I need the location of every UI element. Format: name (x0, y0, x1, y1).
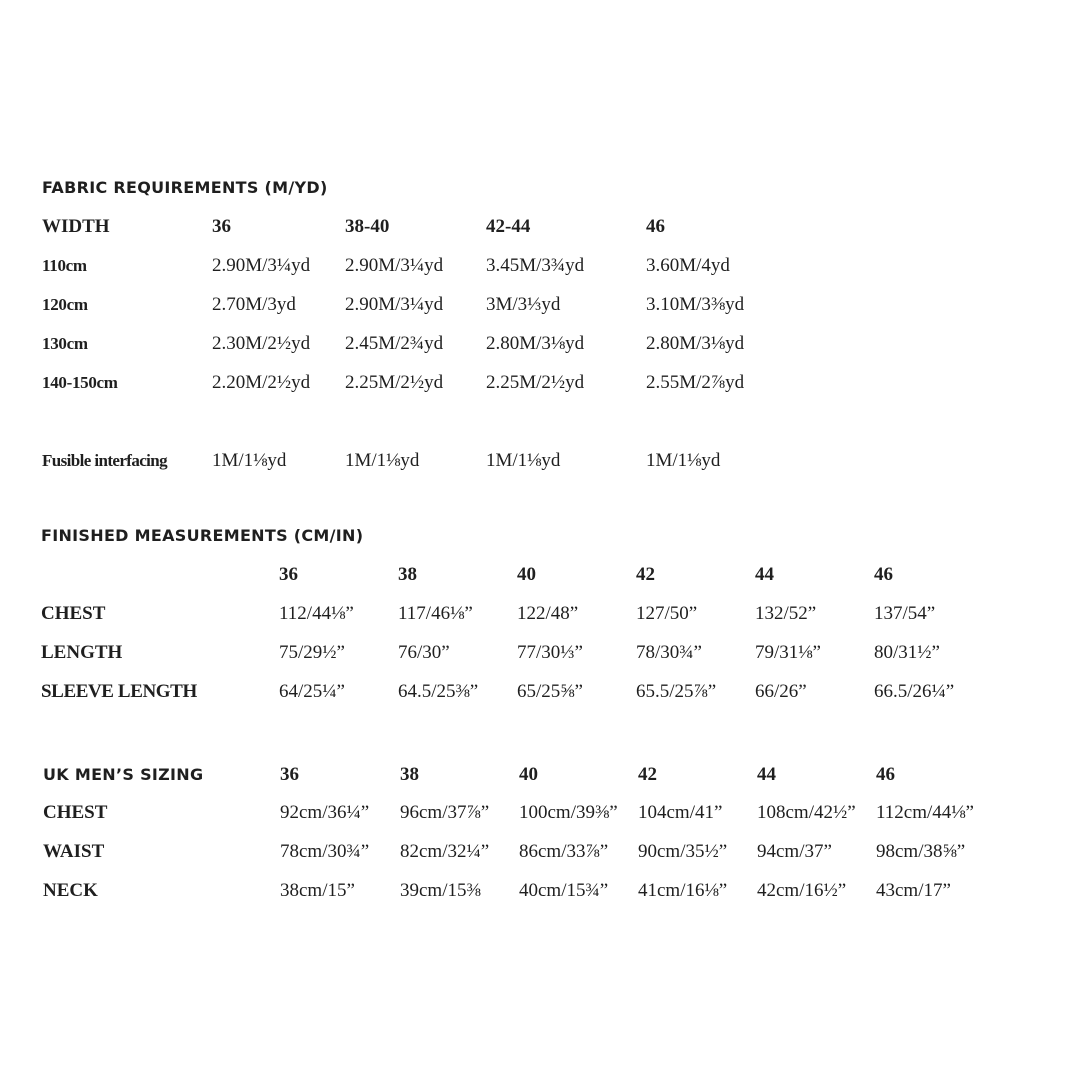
uk-cell: 86cm/33⅞” (519, 841, 609, 862)
fabric-cell: 2.20M/2½yd (212, 372, 311, 393)
fabric-row-label: 130cm (42, 334, 88, 353)
uk-cell: 94cm/37” (757, 841, 832, 862)
uk-cell: 41cm/16⅛” (638, 880, 728, 901)
uk-cell: 42cm/16½” (757, 880, 847, 901)
fabric-cell: 3M/3⅓yd (486, 294, 561, 315)
finished-cell: 66.5/26¼” (874, 681, 955, 702)
fabric-row-label: 140-150cm (42, 373, 118, 392)
uk-cell: 82cm/32¼” (400, 841, 490, 862)
fabric-width-label: WIDTH (42, 216, 110, 237)
uk-cell: 96cm/37⅞” (400, 802, 490, 823)
fabric-cell: 2.55M/2⅞yd (646, 372, 745, 393)
finished-cell: 132/52” (755, 603, 817, 624)
finished-size-header: 44 (755, 564, 774, 585)
finished-cell: 80/31½” (874, 642, 940, 663)
finished-cell: 79/31⅛” (755, 642, 821, 663)
fabric-cell: 3.45M/3¾yd (486, 255, 585, 276)
fabric-size-header: 46 (646, 216, 665, 237)
fabric-requirements-heading: FABRIC REQUIREMENTS (M/YD) (42, 178, 328, 197)
fabric-cell: 2.90M/3¼yd (345, 255, 444, 276)
uk-cell: 39cm/15⅜ (400, 880, 481, 901)
fabric-cell: 2.80M/3⅛yd (646, 333, 745, 354)
finished-cell: 76/30” (398, 642, 450, 663)
fabric-cell: 2.80M/3⅛yd (486, 333, 585, 354)
uk-cell: 90cm/35½” (638, 841, 728, 862)
fabric-cell: 3.60M/4yd (646, 255, 730, 276)
uk-sizing-heading: UK MEN’S SIZING (43, 765, 204, 784)
finished-size-header: 42 (636, 564, 655, 585)
uk-cell: 92cm/36¼” (280, 802, 370, 823)
fabric-cell: 2.90M/3¼yd (212, 255, 311, 276)
fabric-row-label: 110cm (42, 256, 87, 275)
fabric-cell: 2.45M/2¾yd (345, 333, 444, 354)
uk-cell: 98cm/38⅝” (876, 841, 966, 862)
uk-size-header: 42 (638, 764, 657, 785)
finished-row-label: LENGTH (41, 642, 123, 663)
finished-cell: 78/30¾” (636, 642, 702, 663)
uk-row-label: NECK (43, 880, 98, 901)
uk-cell: 40cm/15¾” (519, 880, 609, 901)
finished-cell: 117/46⅛” (398, 603, 473, 624)
fabric-row-label: 120cm (42, 295, 88, 314)
uk-size-header: 46 (876, 764, 895, 785)
uk-cell: 38cm/15” (280, 880, 355, 901)
uk-row-label: CHEST (43, 802, 108, 823)
uk-cell: 100cm/39⅜” (519, 802, 618, 823)
finished-cell: 127/50” (636, 603, 698, 624)
fabric-size-header: 42-44 (486, 216, 531, 237)
interfacing-cell: 1M/1⅛yd (486, 450, 561, 471)
fabric-cell: 2.30M/2½yd (212, 333, 311, 354)
finished-cell: 64/25¼” (279, 681, 345, 702)
uk-cell: 43cm/17” (876, 880, 951, 901)
uk-cell: 104cm/41” (638, 802, 723, 823)
finished-cell: 122/48” (517, 603, 579, 624)
finished-size-header: 36 (279, 564, 298, 585)
finished-cell: 65/25⅝” (517, 681, 583, 702)
finished-size-header: 38 (398, 564, 417, 585)
uk-cell: 112cm/44⅛” (876, 802, 974, 823)
uk-size-header: 40 (519, 764, 538, 785)
fabric-size-header: 36 (212, 216, 231, 237)
uk-cell: 78cm/30¾” (280, 841, 370, 862)
finished-row-label: SLEEVE LENGTH (41, 681, 197, 702)
interfacing-cell: 1M/1⅛yd (212, 450, 287, 471)
finished-cell: 137/54” (874, 603, 936, 624)
uk-size-header: 36 (280, 764, 299, 785)
fabric-cell: 2.70M/3yd (212, 294, 296, 315)
finished-size-header: 40 (517, 564, 536, 585)
uk-size-header: 38 (400, 764, 419, 785)
uk-row-label: WAIST (43, 841, 105, 862)
finished-cell: 64.5/25⅜” (398, 681, 479, 702)
interfacing-cell: 1M/1⅛yd (646, 450, 721, 471)
fabric-size-header: 38-40 (345, 216, 390, 237)
interfacing-label: Fusible interfacing (42, 451, 168, 470)
uk-cell: 108cm/42½” (757, 802, 856, 823)
fabric-cell: 2.25M/2½yd (486, 372, 585, 393)
finished-cell: 65.5/25⅞” (636, 681, 717, 702)
fabric-cell: 3.10M/3⅜yd (646, 294, 745, 315)
finished-cell: 112/44⅛” (279, 603, 354, 624)
finished-measurements-heading: FINISHED MEASUREMENTS (CM/IN) (41, 526, 364, 545)
finished-cell: 75/29½” (279, 642, 345, 663)
finished-cell: 66/26” (755, 681, 807, 702)
fabric-cell: 2.25M/2½yd (345, 372, 444, 393)
finished-cell: 77/30⅓” (517, 642, 583, 663)
fabric-cell: 2.90M/3¼yd (345, 294, 444, 315)
finished-row-label: CHEST (41, 603, 106, 624)
finished-size-header: 46 (874, 564, 893, 585)
uk-size-header: 44 (757, 764, 776, 785)
interfacing-cell: 1M/1⅛yd (345, 450, 420, 471)
